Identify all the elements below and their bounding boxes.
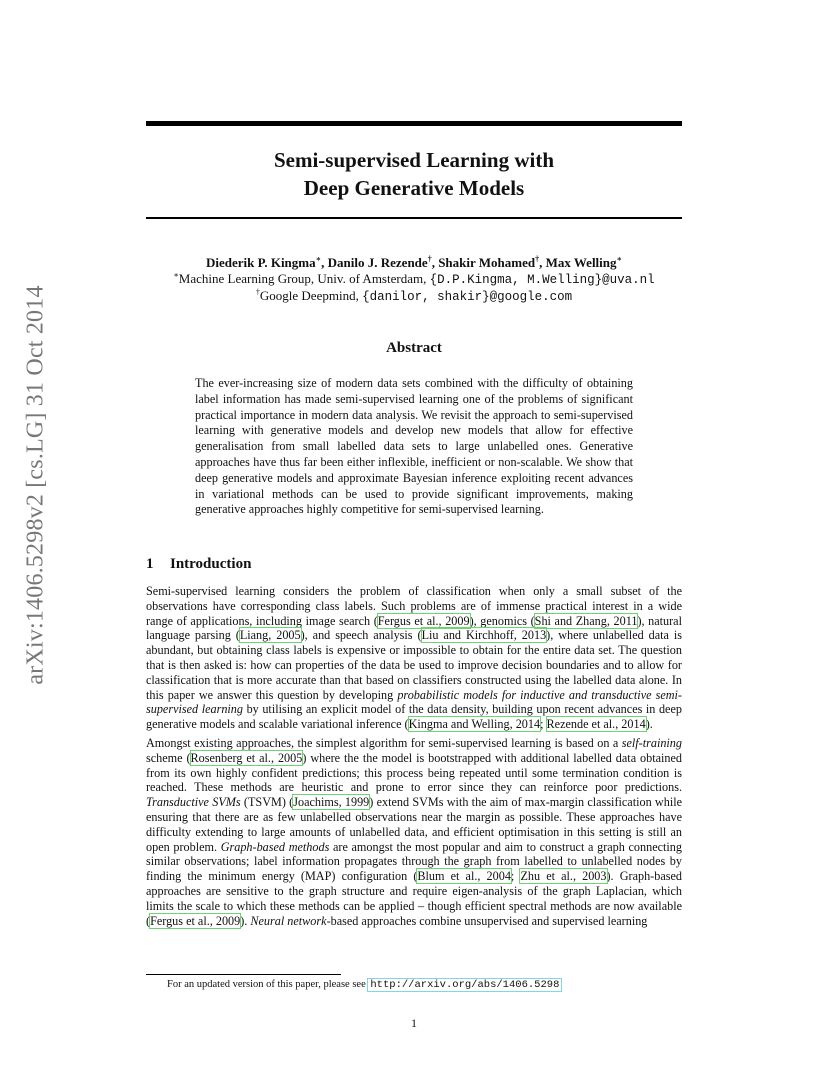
affil-mark: ∗: [315, 254, 322, 264]
emphasis: Neural network: [250, 913, 327, 928]
affil-mark: †: [255, 287, 260, 297]
author-block: [146, 255, 682, 305]
author-2: Danilo J. Rezende: [327, 255, 428, 270]
paragraph-2: [146, 736, 682, 928]
citation-link[interactable]: Shi and Zhang, 2011: [534, 613, 638, 628]
affil-mark: †: [535, 254, 540, 264]
text-run: -based approaches combine unsupervised and supervised learning: [326, 913, 648, 928]
citation-link[interactable]: Kingma and Welling, 2014: [408, 717, 541, 732]
affil-mark: ∗: [616, 254, 623, 264]
emphasis: self-training: [621, 735, 682, 750]
text-run: scheme (: [146, 750, 191, 765]
footnote-url-link[interactable]: http://arxiv.org/abs/1406.5298: [370, 979, 560, 991]
text-run: ) extend SVMs with the aim of max-margin classification while ensuring that there are as few unlabelled observations near the margin as possible. These approaches have difficulty extending to large amounts of unlabelled data, and efficient optimisation in this setting is still an open problem.: [146, 795, 683, 854]
section-heading: [146, 556, 251, 573]
separator: ,: [539, 255, 546, 270]
citation-link[interactable]: Liu and Kirchhoff, 2013: [421, 628, 547, 643]
separator: ,: [431, 255, 439, 270]
affil-mark: †: [427, 254, 432, 264]
affil-mark: ∗: [173, 270, 179, 280]
footnote-rule: [146, 974, 341, 975]
emphasis: Graph-based methods: [220, 839, 330, 854]
text-run: Semi-supervised learning considers the problem of classification when only a small subset of the observations have corresponding class labels. Such problems are of immense practical interest in a wide range of applications, including image search (: [146, 584, 682, 628]
footnote-text: For an updated version of this paper, please see: [167, 979, 369, 990]
emphasis: probabilistic models for inductive and transductive semi-supervised learning: [146, 687, 682, 717]
separator: ,: [321, 255, 328, 270]
text-run: ), where unlabelled data is abundant, but obtaining class labels is expensive or impossible to obtain for the entire data set. The question that is then asked is: how can properties of the data be used to improve decision boundaries and to allow for classification that is more accurate than that based on classifiers constructed using the labelled data alone. In this paper we answer this question by developing: [146, 628, 682, 702]
text-run: are amongst the most popular and aim to construct a graph connecting similar observations; label information propagates through the graph from labelled to unlabelled nodes by finding the minimum energy (MAP) configuration (: [146, 839, 682, 884]
section-title: Introduction: [170, 556, 252, 572]
text-run: ). Graph-based approaches are sensitive to the graph structure and require eigen-analysis of the graph Laplacian, which limits the scale to which these methods can be applied – though efficient spectral methods are now available (: [146, 869, 682, 928]
citation-link[interactable]: Zhu et al., 2003: [520, 869, 607, 884]
affiliation-2-email[interactable]: {danilor, shakir}@google.com: [362, 290, 573, 304]
citation-link[interactable]: Rezende et al., 2014: [546, 717, 646, 732]
arxiv-sidebar-stamp: [16, 285, 56, 685]
paragraph-1: [146, 584, 682, 732]
abstract-text: The ever-increasing size of modern data sets combined with the difficulty of obtaining label information has made semi-supervised learning one of the problems of significant practical importance in modern data analysis. We revisit the approach to semi-supervised learning with generative models and develop new models that allow for effective generalisation from small labelled data sets to large unlabelled ones. Generative approaches have thus far been either inflexible, inefficient or non-scalable. We show that deep generative models and approximate Bayesian inference exploiting recent advances in variational methods can be used to provide significant improvements, making generative approaches highly competitive for semi-supervised learning.: [195, 376, 633, 517]
citation-link[interactable]: Joachims, 1999: [293, 795, 370, 810]
footnote: [167, 979, 561, 991]
title-bottom-rule: [146, 217, 682, 219]
affiliation-1-email[interactable]: {D.P.Kingma, M.Welling}@uva.nl: [429, 273, 655, 287]
author-names: [146, 255, 682, 271]
title-top-rule: [146, 121, 682, 126]
text-run: ), genomics (: [469, 613, 535, 628]
page-number: 1: [411, 1016, 417, 1030]
citation-link[interactable]: Rosenberg et al., 2005: [190, 750, 303, 765]
affiliation-1-text: Machine Learning Group, Univ. of Amsterdam,: [178, 271, 430, 286]
citation-link[interactable]: Fergus et al., 2009: [377, 613, 470, 628]
author-4: Max Welling: [545, 255, 617, 270]
text-run: ), and speech analysis (: [300, 628, 422, 643]
text-run: Amongst existing approaches, the simplest algorithm for semi-supervised learning is based on a: [146, 735, 622, 750]
affiliation-2: [146, 288, 682, 305]
section-body: [146, 584, 682, 932]
paper-title: [146, 146, 682, 202]
author-1: Diederik P. Kingma: [205, 255, 316, 270]
abstract-heading: Abstract: [386, 340, 442, 356]
text-run: ) where the the model is bootstrapped with additional labelled data obtained from its own highly confident predictions; this process being repeated until some termination condition is reached. These methods are heuristic and prone to error since they can reinforce poor predictions.: [146, 750, 683, 795]
text-run: (TSVM) (: [240, 795, 294, 810]
text-run: ).: [645, 717, 653, 732]
title-line-2: Deep Generative Models: [303, 176, 525, 200]
emphasis: Transductive SVMs: [146, 795, 241, 810]
citation-link[interactable]: Blum et al., 2004: [417, 869, 511, 884]
author-3: Shakir Mohamed: [438, 255, 536, 270]
arxiv-identifier: arXiv:1406.5298v2 [cs.LG] 31 Oct 2014: [22, 285, 49, 685]
affiliation-2-text: Google Deepmind,: [259, 288, 363, 303]
text-run: ;: [540, 717, 547, 732]
section-number: 1: [146, 556, 154, 572]
text-run: ).: [240, 913, 251, 928]
citation-link[interactable]: Fergus et al., 2009: [150, 913, 241, 928]
text-run: by utilising an explicit model of the data density, building upon recent advances in deep generative models and scalable variational inference (: [146, 702, 682, 732]
citation-link[interactable]: Liang, 2005: [239, 628, 301, 643]
title-line-1: Semi-supervised Learning with: [273, 148, 554, 172]
text-run: ;: [510, 869, 521, 884]
text-run: ), natural language parsing (: [146, 613, 682, 643]
affiliation-1: [146, 271, 682, 288]
